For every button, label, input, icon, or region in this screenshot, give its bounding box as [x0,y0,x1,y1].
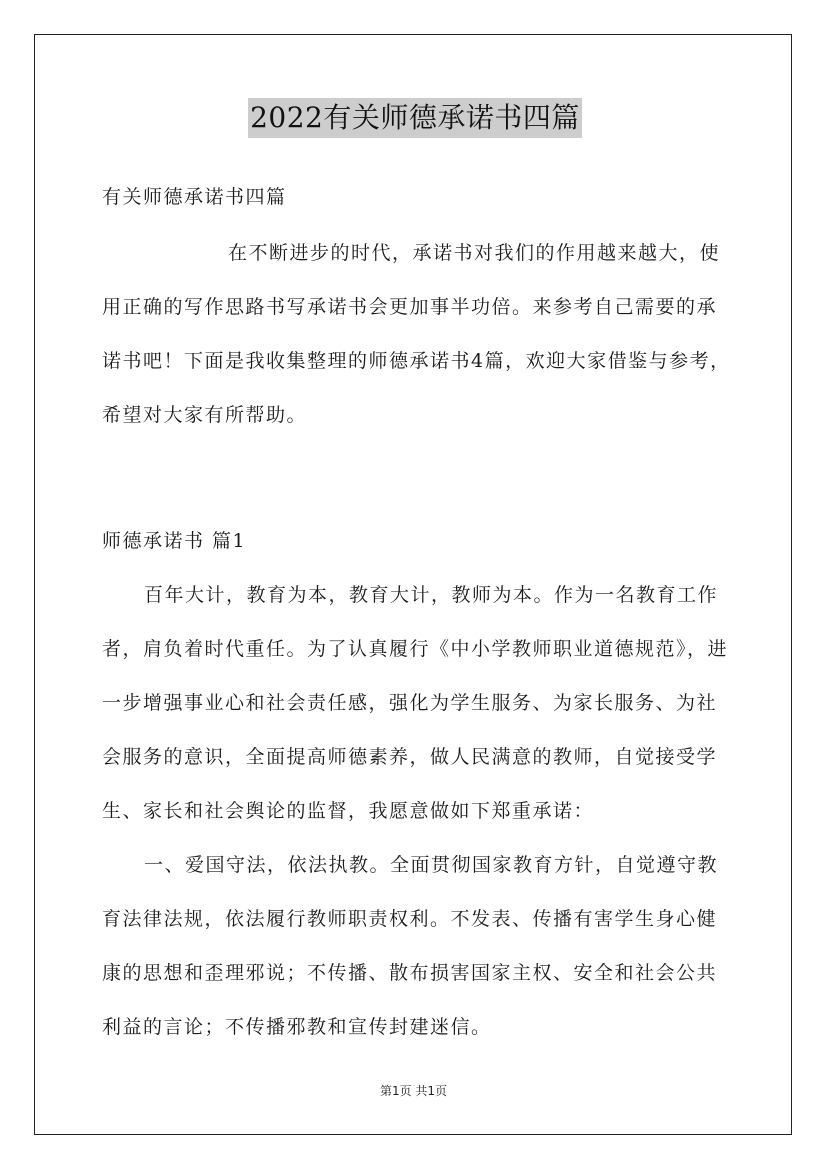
document-body [102,98,731,1054]
intro-paragraph [102,226,731,442]
paragraph-line: 康的思想和歪理邪说；不传播、散布损害国家主权、安全和社会公共 [102,962,718,984]
intro-line: 诺书吧！下面是我收集整理的师德承诺书4篇，欢迎大家借鉴与参考， [102,350,731,372]
paragraph-line: 育法律法规，依法履行教师职责权利。不发表、传播有害学生身心健 [102,908,718,930]
paragraph-line: 一步增强事业心和社会责任感，强化为学生服务、为家长服务、为社 [102,692,718,714]
section-heading: 师德承诺书 篇1 [102,530,247,552]
document-title: 2022有关师德承诺书四篇 [248,98,582,138]
paragraph-line: 利益的言论；不传播邪教和宣传封建迷信。 [102,1016,492,1038]
paragraph-2 [102,838,728,1054]
paragraph-line: 会服务的意识，全面提高师德素养，做人民满意的教师，自觉接受学 [102,746,718,768]
paragraph-1 [102,568,728,838]
title-row [102,98,728,144]
document-subtitle: 有关师德承诺书四篇 [102,186,287,208]
intro-line: 用正确的写作思路书写承诺书会更加事半功倍。来参考自己需要的承 [102,296,718,318]
paragraph-line: 者，肩负着时代重任。为了认真履行《中小学教师职业道德规范》，进 [102,638,729,660]
paragraph-line: 百年大计，教育为本，教育大计，教师为本。作为一名教育工作 [144,584,719,606]
paragraph-line: 生、家长和社会舆论的监督，我愿意做如下郑重承诺： [102,800,595,822]
intro-line: 在不断进步的时代，承诺书对我们的作用越来越大，使 [228,242,721,264]
intro-line: 希望对大家有所帮助。 [102,404,308,426]
paragraph-line: 一、爱国守法，依法执教。全面贯彻国家教育方针，自觉遵守教 [144,854,719,876]
page-footer: 第1页 共1页 [379,1084,448,1098]
